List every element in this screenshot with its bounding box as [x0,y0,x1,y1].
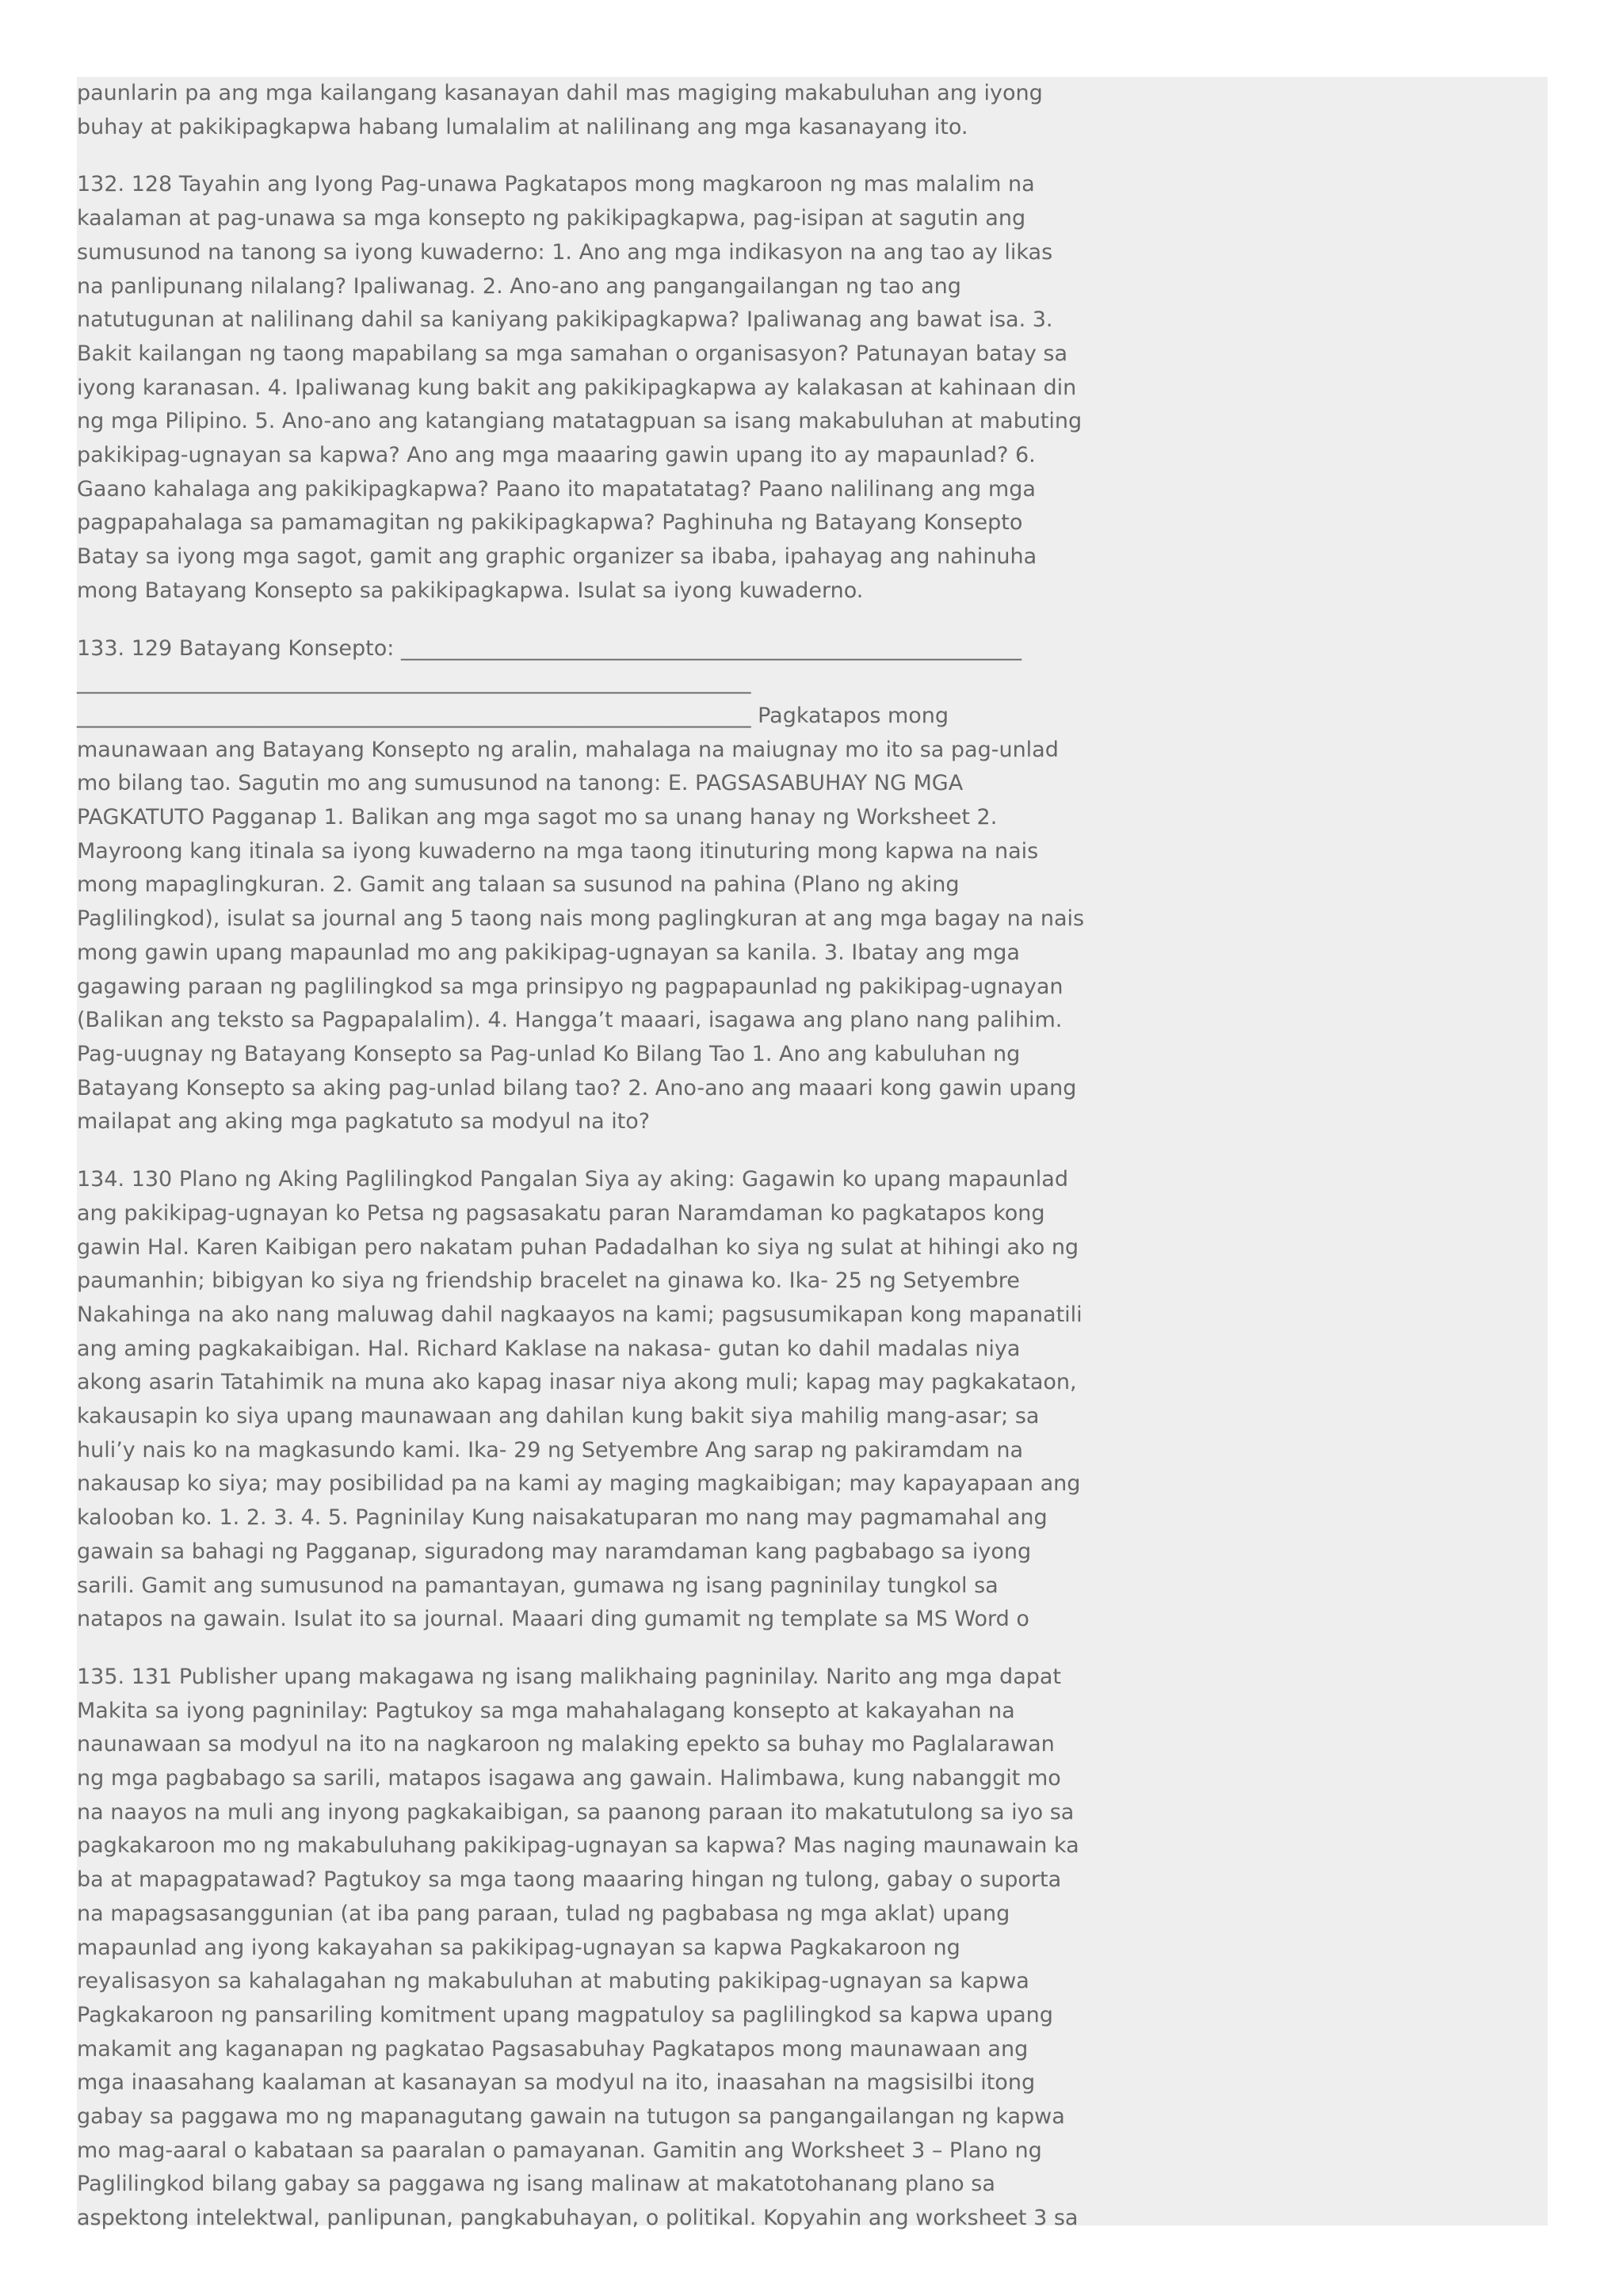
text-line: na panlipunang nilalang? Ipaliwanag. 2. Ano-ano ang pangangailangan ng tao ang [77,273,961,299]
text-line: maunawaan ang Batayang Konsepto ng aralin, mahalaga na maiugnay mo ito sa pag-unlad [77,737,1059,762]
text-line: gagawing paraan ng paglilingkod sa mga prinsipyo ng pagpapaunlad ng pakikipag-ugnayan [77,974,1064,999]
text-line: naunawaan sa modyul na ito na nagkaroon ng malaking epekto sa buhay mo Paglalarawan [77,1732,1055,1757]
text-line: mga inaasahang kaalaman at kasanayan sa modyul na ito, inaasahan na magsisilbi itong [77,2070,1036,2096]
text-line: Batayang Konsepto sa aking pag-unlad bilang tao? 2. Ano-ano ang maaari kong gawin upang [77,1075,1077,1100]
text-line: Pagkakaroon ng pansariling komitment upang magpatuloy sa paglilingkod sa kapwa upang [77,2002,1053,2027]
document-body [77,77,1085,2260]
text-line: paunlarin pa ang mga kailangang kasanayan dahil mas magiging makabuluhan ang iyong [77,81,1043,105]
text-line: nakausap ko siya; may posibilidad pa na kami ay maging magkaibigan; may kapayapaan ang [77,1471,1081,1497]
text-line: Paglilingkod), isulat sa journal ang 5 taong nais mong paglingkuran at ang mga bagay na nais [77,906,1085,932]
text-line: Gaano kahalaga ang pakikipagkapwa? Paano ito mapatatatag? Paano nalilinang ang mga [77,476,1036,502]
text-line: huli’y nais ko na magkasundo kami. Ika- 29 ng Setyembre Ang sarap ng pakiramdam na [77,1437,1024,1463]
text-line: ang aming pagkakaibigan. Hal. Richard Kaklase na nakasa- gutan ko dahil madalas niya [77,1336,1021,1361]
text-line: pagpapahalaga sa pamamagitan ng pakikipagkapwa? Paghinuha ng Batayang Konsepto [77,510,1023,536]
text-line: sarili. Gamit ang sumusunod na pamantayan, gumawa ng isang pagninilay tungkol sa [77,1573,999,1598]
text-line: ng mga Pilipino. 5. Ano-ano ang katangiang matatagpuan sa isang makabuluhan at mabuting [77,409,1083,434]
text-line: natutugunan at nalilinang dahil sa kaniyang pakikipagkapwa? Ipaliwanag ang bawat isa. 3. [77,307,1053,333]
text-line: aspektong intelektwal, panlipunan, pangkabuhayan, o politikal. Kopyahin ang worksheet 3 sa [77,2206,1079,2231]
text-line: 135. 131 Publisher upang makagawa ng isang malikhaing pagninilay. Narito ang mga dapat [77,1664,1062,1689]
text-line: Bakit kailangan ng taong mapabilang sa mga samahan o organisasyon? Patunayan batay sa [77,341,1067,366]
text-line: gawain sa bahagi ng Pagganap, siguradong may naramdaman kang pagbabago sa iyong [77,1539,1032,1564]
text-line: makamit ang kaganapan ng pagkatao Pagsasabuhay Pagkatapos mong maunawaan ang [77,2036,1029,2061]
text-line: Nakahinga na ako nang maluwag dahil nagkaayos na kami; pagsusumikapan kong mapanatili [77,1302,1083,1327]
text-line: PAGKATUTO Pagganap 1. Balikan ang mga sagot mo sa unang hanay ng Worksheet 2. [77,805,998,830]
text-line: (Balikan ang teksto sa Pagpapalalim). 4. Hangga’t maaari, isagawa ang plano nang palihim. [77,1008,1063,1033]
text-line: mo bilang tao. Sagutin mo ang sumusunod na tanong: E. PAGSASABUHAY NG MGA [77,771,964,796]
text-line: kalooban ko. 1. 2. 3. 4. 5. Pagninilay Kung naisakatuparan mo nang may pagmamahal ang [77,1505,1048,1531]
text-line: mong Batayang Konsepto sa pakikipagkapwa. Isulat sa iyong kuwaderno. [77,578,864,603]
text-line: 134. 130 Plano ng Aking Paglilingkod Pangalan Siya ay aking: Gagawin ko upang mapaunlad [77,1167,1068,1192]
paragraph [77,168,1083,608]
text-line: na naayos na muli ang inyong pagkakaibigan, sa paanong paraan ito makatutulong sa iyo sa [77,1799,1075,1825]
text-line: mo mag-aaral o kabataan sa paaralan o pamayanan. Gamitin ang Worksheet 3 – Plano ng [77,2138,1042,2163]
text-line: buhay at pakikipagkapwa habang lumalalim at nalilinang ang mga kasanayang ito. [77,114,968,139]
paragraph [77,77,1060,144]
text-line: _______________________________________________________________ Pagkatapos mong [77,703,949,728]
text-line: iyong karanasan. 4. Ipaliwanag kung bakit ang pakikipagkapwa ay kalakasan at kahinaan din [77,375,1077,400]
paragraph [77,632,1085,1140]
text-line: gawin Hal. Karen Kaibigan pero nakatam puhan Padadalhan ko siya ng sulat at hihingi ako ng [77,1234,1079,1260]
paragraph [77,1163,1083,1637]
text-line: pakikipag-ugnayan sa kapwa? Ano ang mga maaaring gawin upang ito ay mapaunlad? 6. [77,443,1036,468]
text-line: paumanhin; bibigyan ko siya ng friendship bracelet na ginawa ko. Ika- 25 ng Setyembre [77,1268,1020,1294]
text-line: pagkakaroon mo ng makabuluhang pakikipag-ugnayan sa kapwa? Mas naging maunawain ka [77,1833,1079,1859]
text-line: Pag-uugnay ng Batayang Konsepto sa Pag-unlad Ko Bilang Tao 1. Ano ang kabuluhan ng [77,1041,1021,1066]
text-line: akong asarin Tatahimik na muna ako kapag inasar niya akong muli; kapag may pagkakataon, [77,1370,1077,1395]
text-line: mong gawin upang mapaunlad mo ang pakikipag-ugnayan sa kanila. 3. Ibatay ang mga [77,940,1020,965]
text-line: 133. 129 Batayang Konsepto: __________________________________________________________ [77,635,1022,661]
text-line: ba at mapagpatawad? Pagtukoy sa mga taong maaaring hingan ng tulong, gabay o suporta [77,1867,1062,1893]
paragraph [77,1661,1079,2236]
text-line: ng mga pagbabago sa sarili, matapos isagawa ang gawain. Halimbawa, kung nabanggit mo [77,1766,1061,1791]
text-line: mong mapaglingkuran. 2. Gamit ang talaan sa susunod na pahina (Plano ng aking [77,872,960,898]
text-line: 132. 128 Tayahin ang Iyong Pag-unawa Pagkatapos mong magkaroon ng mas malalim na [77,172,1035,197]
text-line: gabay sa paggawa mo ng mapanagutang gawain na tutugon sa pangangailangan ng kapwa [77,2104,1065,2130]
text-line: mailapat ang aking mga pagkatuto sa modyul na ito? [77,1109,651,1135]
text-line: _______________________________________________________________ [77,669,751,695]
text-line: Paglilingkod bilang gabay sa paggawa ng isang malinaw at makatotohanang plano sa [77,2172,995,2197]
text-line: Makita sa iyong pagninilay: Pagtukoy sa mga mahahalagang konsepto at kakayahan na [77,1698,1015,1723]
text-line: ang pakikipag-ugnayan ko Petsa ng pagsasakatu paran Naramdaman ko pagkatapos kong [77,1200,1045,1226]
text-line: Batay sa iyong mga sagot, gamit ang graphic organizer sa ibaba, ipahayag ang nahinuha [77,544,1037,570]
text-line: Mayroong kang itinala sa iyong kuwaderno na mga taong itinuturing mong kapwa na nais [77,838,1039,864]
text-line: kakausapin ko siya upang maunawaan ang dahilan kung bakit siya mahilig mang-asar; sa [77,1404,1040,1429]
text-line: kaalaman at pag-unawa sa mga konsepto ng pakikipagkapwa, pag-isipan at sagutin ang [77,206,1026,231]
text-line: na mapagsasanggunian (at iba pang paraan, tulad ng pagbabasa ng mga aklat) upang [77,1901,1010,1926]
text-line: mapaunlad ang iyong kakayahan sa pakikipag-ugnayan sa kapwa Pagkakaroon ng [77,1935,960,1960]
text-line: natapos na gawain. Isulat ito sa journal. Maaari ding gumamit ng template sa MS Word o [77,1607,1029,1632]
text-line: sumusunod na tanong sa iyong kuwaderno: 1. Ano ang mga indikasyon na ang tao ay likas [77,239,1053,265]
text-line: reyalisasyon sa kahalagahan ng makabuluhan at mabuting pakikipag-ugnayan sa kapwa [77,1969,1029,1994]
